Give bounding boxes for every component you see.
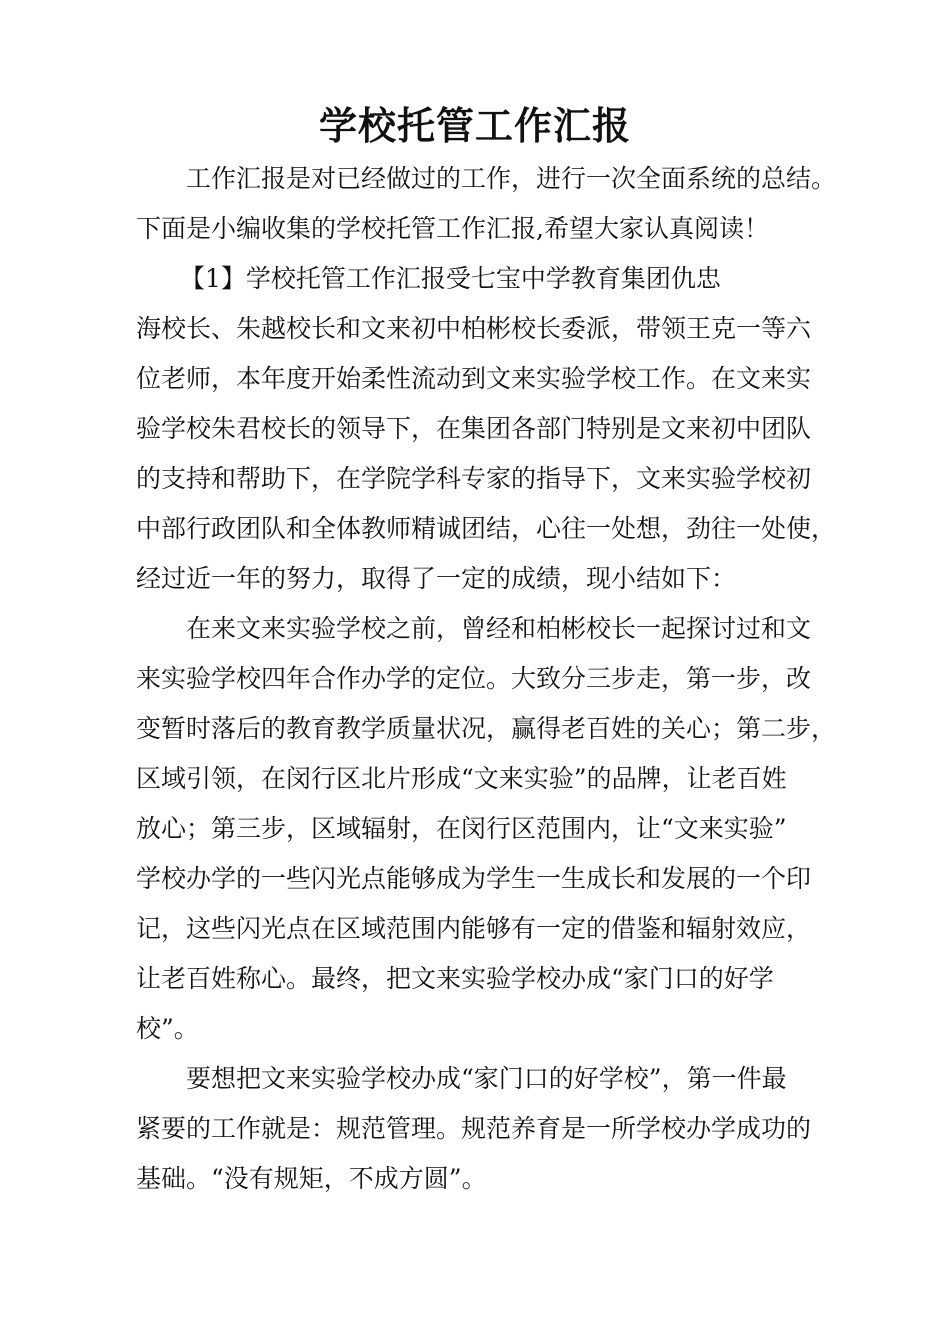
paragraph-line: 中部行政团队和全体教师精诚团结，心往一处想，劲往一处使， bbox=[136, 514, 837, 543]
paragraph-line: 基础。“没有规矩，不成方圆”。 bbox=[136, 1164, 487, 1193]
paragraph-line: 校”。 bbox=[136, 1014, 199, 1043]
paragraph-line: 验学校朱君校长的领导下，在集团各部门特别是文来初中团队 bbox=[136, 414, 812, 443]
paragraph-line: 放心；第三步，区域辐射，在闵行区范围内，让“文来实验” bbox=[136, 814, 787, 843]
paragraph-line: 来实验学校四年合作办学的定位。大致分三步走，第一步，改 bbox=[136, 664, 812, 693]
paragraph-line: 让老百姓称心。最终，把文来实验学校办成“家门口的好学 bbox=[136, 964, 774, 993]
paragraph-line: 要想把文来实验学校办成“家门口的好学校”，第一件最 bbox=[186, 1064, 787, 1093]
paragraph-line: 在来文来实验学校之前，曾经和柏彬校长一起探讨过和文 bbox=[186, 614, 812, 643]
paragraph-line: 海校长、朱越校长和文来初中柏彬校长委派，带领王克一等六 bbox=[136, 314, 812, 343]
paragraph-line: 区域引领，在闵行区北片形成“文来实验”的品牌，让老百姓 bbox=[136, 764, 787, 793]
paragraph-line: 【1】学校托管工作汇报受七宝中学教育集团仇忠 bbox=[180, 264, 721, 293]
paragraph-line: 工作汇报是对已经做过的工作，进行一次全面系统的总结。 bbox=[186, 164, 837, 193]
paragraph-line: 紧要的工作就是：规范管理。规范养育是一所学校办学成功的 bbox=[136, 1114, 812, 1143]
paragraph-line: 学校办学的一些闪光点能够成为学生一生成长和发展的一个印 bbox=[136, 864, 812, 893]
paragraph-line: 记，这些闪光点在区域范围内能够有一定的借鉴和辐射效应， bbox=[136, 914, 812, 943]
paragraph-line: 下面是小编收集的学校托管工作汇报,希望大家认真阅读！ bbox=[136, 214, 769, 243]
paragraph-line: 位老师，本年度开始柔性流动到文来实验学校工作。在文来实 bbox=[136, 364, 812, 393]
paragraph-line: 经过近一年的努力，取得了一定的成绩，现小结如下： bbox=[136, 564, 737, 593]
document-title: 学校托管工作汇报 bbox=[318, 103, 631, 148]
paragraph-line: 的支持和帮助下，在学院学科专家的指导下，文来实验学校初 bbox=[136, 464, 812, 493]
paragraph-line: 变暂时落后的教育教学质量状况，赢得老百姓的关心；第二步， bbox=[136, 714, 837, 743]
